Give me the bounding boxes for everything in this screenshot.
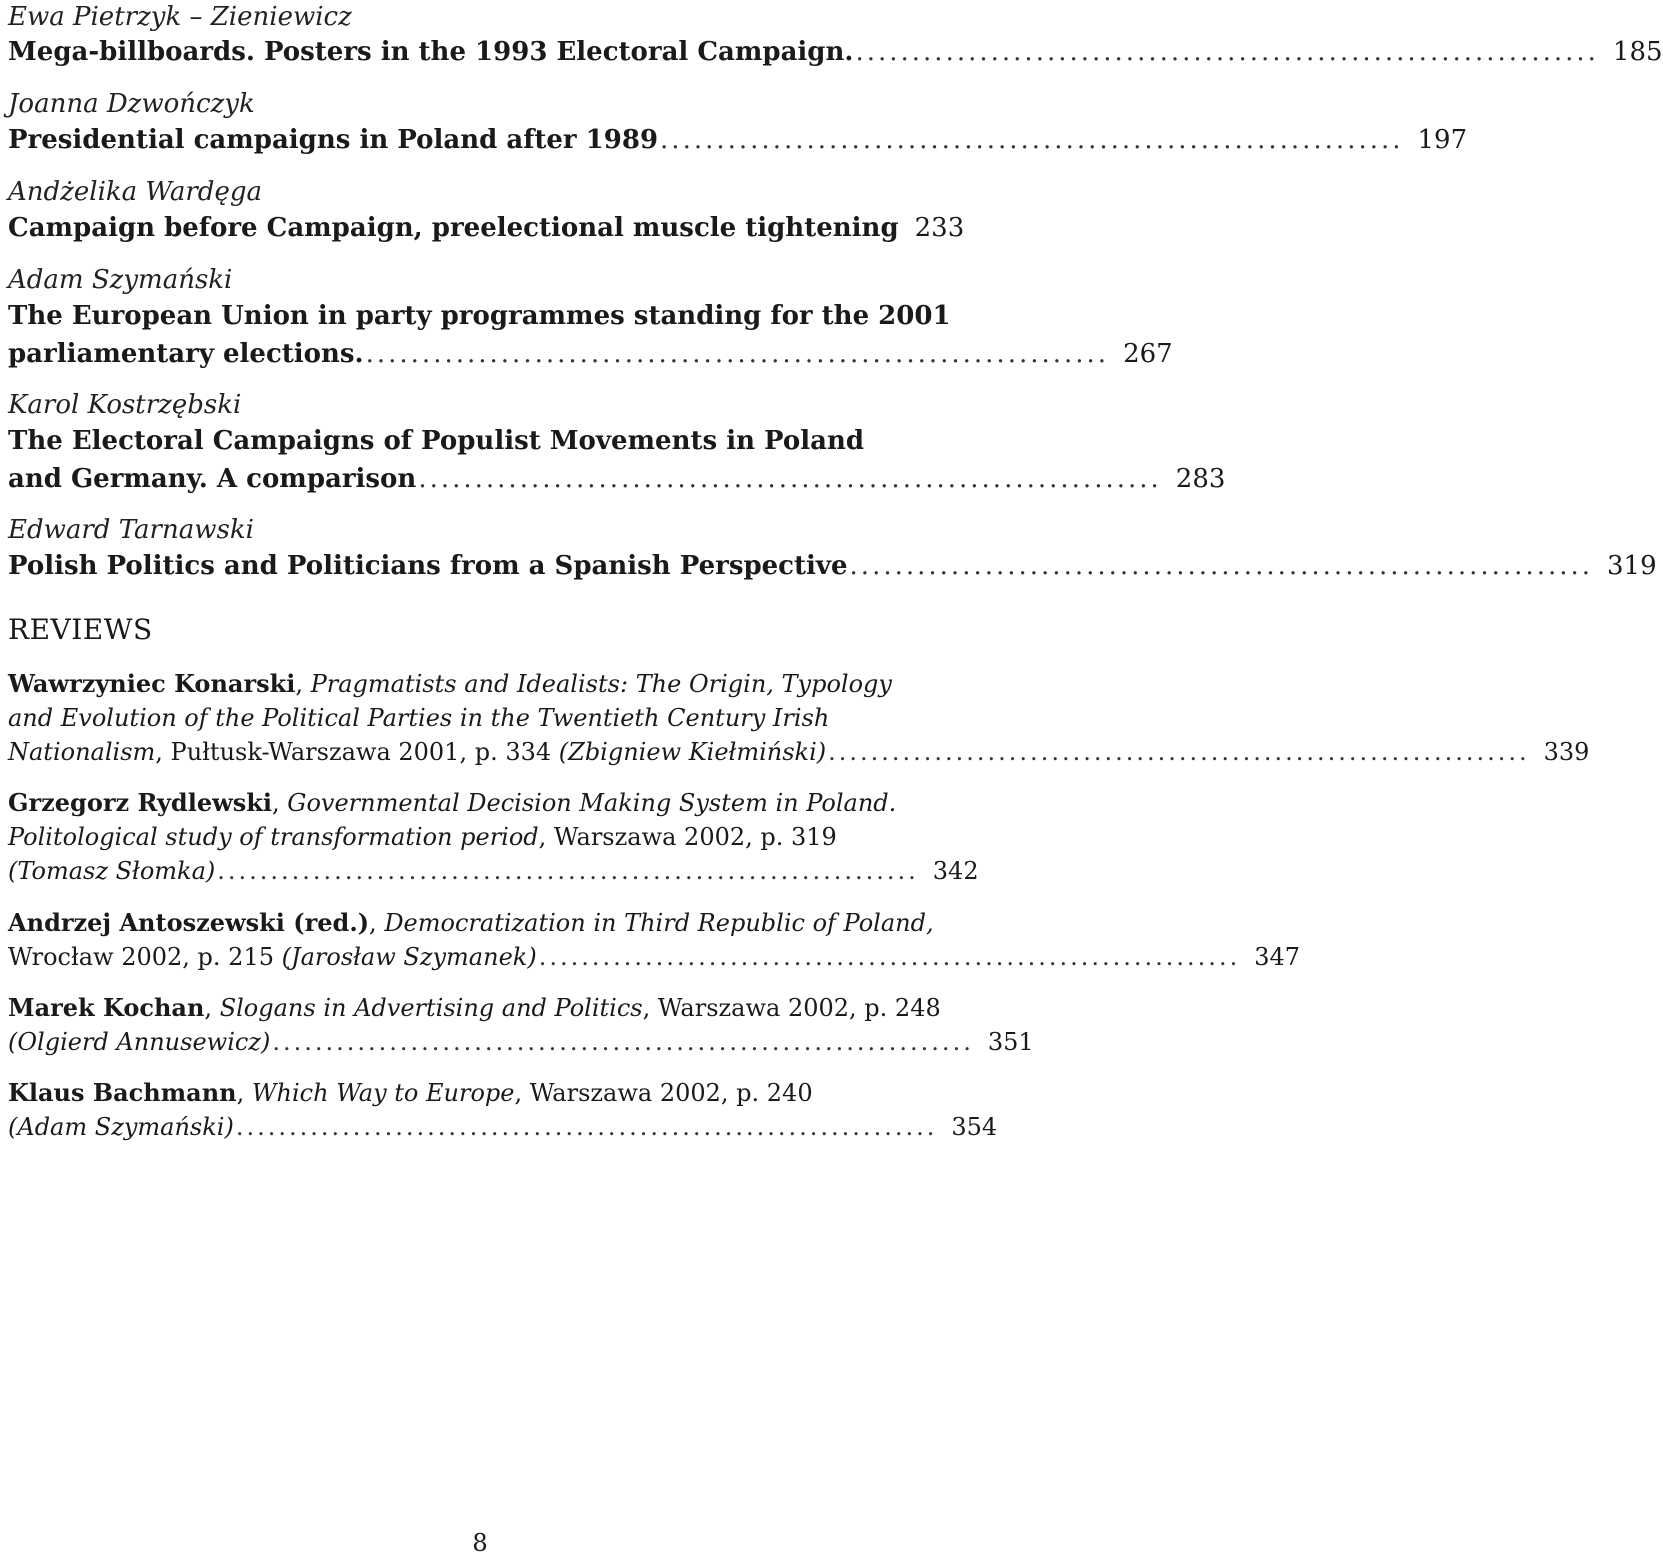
review-title: Which Way to Europe [251, 1079, 515, 1107]
dot-leader: .................................................................. [418, 464, 1162, 494]
article-title: parliamentary elections. [8, 339, 364, 369]
article-title: The European Union in party programmes standing for the 2001 [8, 301, 951, 331]
toc-entry[interactable] [8, 942, 1301, 972]
article-title: The Electoral Campaigns of Populist Movements in Poland [8, 426, 865, 456]
separator: , [272, 789, 288, 817]
publication-info: , Warszawa 2002, p. 248 [642, 994, 941, 1022]
review-detail [8, 1027, 270, 1057]
reviewer: (Zbigniew Kiełmiński) [558, 738, 827, 766]
publication-info: , Pułtusk-Warszawa 2001, p. 334 [155, 738, 559, 766]
dot-leader: .................................................................. [849, 551, 1594, 581]
review-author: Wawrzyniec Konarski [8, 669, 296, 698]
publication-info: Wrocław 2002, p. 215 [8, 943, 282, 971]
review-detail [8, 1112, 234, 1142]
review-line [8, 993, 954, 1023]
toc-entry[interactable] [8, 551, 1657, 581]
page-number: 342 [932, 857, 979, 885]
article-author: Joanna Dzwończyk [8, 89, 255, 119]
review-line [8, 1078, 954, 1108]
toc-entry[interactable] [8, 339, 1173, 369]
reviewer: (Tomasz Słomka) [8, 857, 216, 885]
page-folio: 8 [472, 1529, 488, 1557]
article-author: Edward Tarnawski [8, 515, 254, 545]
section-heading: REVIEWS [8, 613, 153, 646]
review-line [8, 788, 954, 818]
article-title: Polish Politics and Politicians from a Spanish Perspective [8, 551, 848, 581]
toc-entry[interactable] [8, 737, 1590, 767]
review-title: Democratization in Third Republic of Poland, [384, 909, 934, 937]
dot-leader: .................................................................. [660, 125, 1404, 155]
review-line [8, 822, 954, 852]
dot-leader: .................................................................. [365, 339, 1110, 369]
article-author: Adam Szymański [8, 265, 233, 295]
review-title: Slogans in Advertising and Politics [219, 994, 643, 1022]
page-number: 283 [1175, 464, 1226, 494]
separator: , [204, 994, 220, 1022]
article-author: Andżelika Wardęga [8, 177, 262, 207]
publication-info: , Warszawa 2002, p. 240 [514, 1079, 813, 1107]
review-title: Politological study of transformation period [8, 823, 539, 851]
review-title: Nationalism [8, 738, 156, 766]
article-title: Mega-billboards. Posters in the 1993 Electoral Campaign. [8, 37, 854, 67]
separator: , [236, 1079, 252, 1107]
reviewer: (Olgierd Annusewicz) [8, 1028, 271, 1056]
review-author: Marek Kochan [8, 993, 205, 1022]
dot-leader: .................................................................. [217, 857, 919, 885]
toc-entry[interactable] [8, 856, 979, 886]
review-detail [8, 737, 826, 767]
toc-entry[interactable] [8, 37, 1663, 67]
dot-leader: .................................................................. [538, 943, 1241, 971]
review-line [8, 703, 954, 733]
page-number: 185 [1612, 37, 1663, 67]
article-title: Campaign before Campaign, preelectional muscle tightening [8, 213, 899, 243]
review-line [8, 669, 954, 699]
page-number: 197 [1417, 125, 1468, 155]
dot-leader: .................................................................. [828, 738, 1530, 766]
review-author: Andrzej Antoszewski (red.) [8, 908, 370, 937]
reviewer: (Adam Szymański) [8, 1113, 234, 1141]
toc-entry[interactable] [8, 1112, 998, 1142]
page-number: 339 [1543, 738, 1590, 766]
article-author: Ewa Pietrzyk – Zieniewicz [8, 2, 352, 32]
dot-leader: .................................................................. [855, 37, 1599, 67]
review-author: Grzegorz Rydlewski [8, 788, 273, 817]
separator: , [369, 909, 385, 937]
page-number: 233 [914, 213, 965, 243]
dot-leader: .................................................................. [272, 1028, 974, 1056]
review-title: Pragmatists and Idealists: The Origin, Typology [310, 670, 892, 698]
review-title: and Evolution of the Political Parties in the Twentieth Century Irish [8, 704, 830, 732]
separator: , [295, 670, 311, 698]
article-title: Presidential campaigns in Poland after 1989 [8, 125, 659, 155]
toc-entry[interactable] [8, 464, 1226, 494]
page-number: 347 [1254, 943, 1301, 971]
publication-info: , Warszawa 2002, p. 319 [538, 823, 837, 851]
review-detail [8, 856, 215, 886]
page-number: 351 [987, 1028, 1034, 1056]
review-title: Governmental Decision Making System in Poland. [287, 789, 897, 817]
reviewer: (Jarosław Szymanek) [281, 943, 537, 971]
review-detail [8, 942, 537, 972]
toc-entry[interactable] [8, 213, 965, 243]
review-author: Klaus Bachmann [8, 1078, 237, 1107]
article-title: and Germany. A comparison [8, 464, 417, 494]
page-number: 267 [1123, 339, 1173, 369]
page-number: 354 [951, 1113, 998, 1141]
dot-leader: .................................................................. [235, 1113, 938, 1141]
page-number: 319 [1607, 551, 1657, 581]
toc-entry[interactable] [8, 1027, 1034, 1057]
toc-entry[interactable] [8, 125, 1468, 155]
article-author: Karol Kostrzębski [8, 390, 242, 420]
review-line [8, 908, 954, 938]
